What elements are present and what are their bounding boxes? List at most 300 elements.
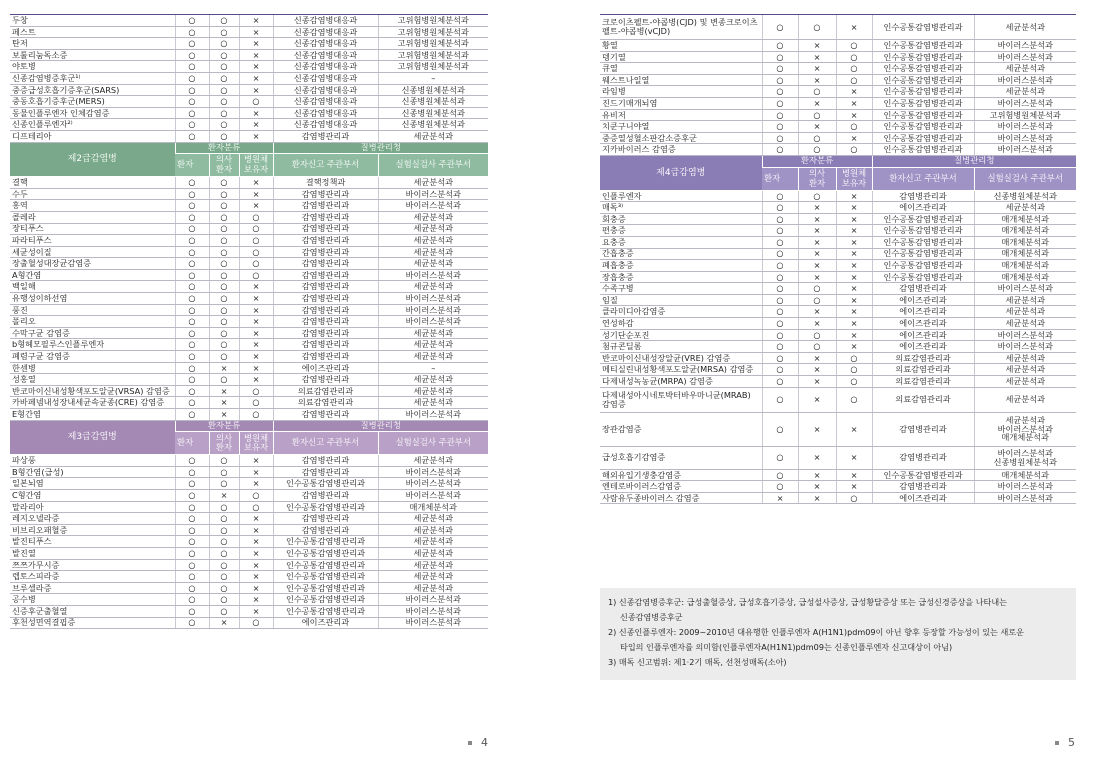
classification-mark: × [798, 248, 836, 260]
lab-dept: 매개체분석과 [974, 225, 1076, 237]
table-row [10, 293, 488, 305]
table-row [600, 190, 1076, 202]
classification-mark: ○ [798, 294, 836, 306]
lab-dept: 바이러스분석과 [378, 316, 488, 328]
classification-mark: × [239, 119, 273, 131]
classification-mark: × [239, 351, 273, 363]
classification-mark: ○ [762, 294, 798, 306]
classification-mark: ○ [239, 617, 273, 629]
report-dept: 신종감염병대응과 [273, 38, 378, 50]
classification-mark: ○ [209, 49, 239, 61]
lab-dept: 세균분석과 [378, 524, 488, 536]
col-lab-dept: 실험실검사 주관부서 [378, 432, 488, 455]
classification-mark: ○ [175, 281, 209, 293]
classification-mark: ○ [175, 409, 209, 421]
classification-mark: × [836, 225, 872, 237]
classification-mark: ○ [209, 84, 239, 96]
classification-mark: ○ [762, 121, 798, 133]
classification-mark: ○ [209, 61, 239, 73]
classification-mark: ○ [798, 329, 836, 341]
lab-dept: 신종병원체분석과 [378, 84, 488, 96]
classification-mark: ○ [762, 283, 798, 295]
classification-mark: ○ [209, 177, 239, 189]
disease-name: 치쿤구니야열 [600, 121, 762, 133]
disease-name: 매독³⁾ [600, 202, 762, 214]
classification-group-header: 환자분류 [175, 142, 273, 154]
classification-mark: ○ [239, 489, 273, 501]
disease-name: 성홍열 [10, 374, 175, 386]
disease-name: 발진열 [10, 547, 175, 559]
classification-mark: × [239, 38, 273, 50]
classification-mark: × [836, 412, 872, 446]
disease-name: 탄저 [10, 38, 175, 50]
classification-mark: ○ [239, 269, 273, 281]
classification-mark: ○ [836, 364, 872, 376]
classification-mark: ○ [239, 211, 273, 223]
classification-mark: ○ [762, 86, 798, 98]
table-row [10, 536, 488, 548]
classification-mark: × [836, 306, 872, 318]
classification-mark: ○ [175, 547, 209, 559]
lab-dept: 바이러스분석과 [974, 51, 1076, 63]
lab-dept: 바이러스분석과 [378, 478, 488, 490]
disease-name: 장출혈성대장균감염증 [10, 258, 175, 270]
lab-dept: 세균분석과 [378, 374, 488, 386]
classification-mark: × [239, 26, 273, 38]
table-row [600, 15, 1076, 40]
report-dept: 인수공통감염병관리과 [872, 97, 974, 109]
table-row [10, 188, 488, 200]
classification-mark: × [836, 481, 872, 493]
section-title: 제4급감염병 [600, 155, 762, 190]
classification-mark: ○ [836, 492, 872, 504]
classification-mark: ○ [762, 376, 798, 388]
disease-name: 간흡충증 [600, 248, 762, 260]
report-dept: 감염병관리과 [273, 188, 378, 200]
disease-name: 반코마이신내성장알균(VRE) 감염증 [600, 352, 762, 364]
report-dept: 신종감염병대응과 [273, 49, 378, 61]
table-row [600, 469, 1076, 481]
footnotes [600, 588, 1076, 680]
table-row [10, 316, 488, 328]
table-row [10, 61, 488, 73]
classification-mark: × [209, 489, 239, 501]
lab-dept: 바이러스분석과 [974, 492, 1076, 504]
table-row [10, 385, 488, 397]
section-title: 제3급감염병 [10, 420, 175, 455]
lab-dept: 고위험병원체분석과 [378, 61, 488, 73]
footnote-line: 신종감염병증후군 [620, 612, 683, 622]
classification-mark: ○ [175, 38, 209, 50]
classification-mark: × [239, 582, 273, 594]
lab-dept: 세균분석과 [378, 455, 488, 467]
classification-mark: ○ [175, 351, 209, 363]
classification-mark: × [239, 327, 273, 339]
report-dept: 감염병관리과 [273, 258, 378, 270]
report-dept: 에이즈관리과 [872, 329, 974, 341]
table-row [10, 605, 488, 617]
classification-mark: × [239, 374, 273, 386]
disease-name: 두창 [10, 15, 175, 27]
table-row [600, 364, 1076, 376]
classification-mark: × [239, 107, 273, 119]
classification-mark: × [239, 571, 273, 583]
lab-dept: 신종병원체분석과 [378, 107, 488, 119]
report-dept: 의료감염관리과 [872, 376, 974, 388]
classification-mark: ○ [209, 269, 239, 281]
classification-mark: × [209, 397, 239, 409]
disease-name: 풍진 [10, 304, 175, 316]
report-dept: 신종감염병대응과 [273, 96, 378, 108]
classification-mark: ○ [175, 61, 209, 73]
disease-name: 크로이츠펠트-야콥병(CJD) 및 변종크로이츠펠트-야콥병(vCJD) [600, 15, 762, 40]
classification-mark: ○ [209, 211, 239, 223]
classification-mark: × [836, 132, 872, 144]
classification-mark: ○ [836, 376, 872, 388]
classification-mark: ○ [239, 258, 273, 270]
lab-dept: 바이러스분석과 [974, 74, 1076, 86]
table-row [600, 271, 1076, 283]
classification-mark: ○ [762, 341, 798, 353]
lab-dept: 세균분석과 [378, 281, 488, 293]
classification-mark: ○ [798, 144, 836, 156]
lab-dept: 바이러스분석과 [974, 329, 1076, 341]
classification-mark: × [798, 40, 836, 52]
table-row [10, 119, 488, 131]
table-row [600, 74, 1076, 86]
lab-dept: 바이러스분석과 [974, 283, 1076, 295]
col-carrier: 병원체 보유자 [836, 167, 872, 190]
report-dept: 감염병관리과 [872, 412, 974, 446]
disease-name: 쯔쯔가무시증 [10, 559, 175, 571]
report-dept: 에이즈관리과 [872, 202, 974, 214]
classification-mark: × [239, 478, 273, 490]
report-dept: 감염병관리과 [872, 190, 974, 202]
classification-mark: ○ [239, 235, 273, 247]
report-dept: 감염병관리과 [273, 455, 378, 467]
classification-mark: ○ [175, 188, 209, 200]
lab-dept: 신종병원체분석과 [378, 119, 488, 131]
table-row [600, 63, 1076, 75]
lab-dept: 세균분석과 [974, 63, 1076, 75]
disease-name: 페스트 [10, 26, 175, 38]
classification-mark: ○ [209, 374, 239, 386]
classification-mark: ○ [209, 281, 239, 293]
classification-mark: ○ [762, 144, 798, 156]
report-dept: 인수공통감염병관리과 [273, 547, 378, 559]
table-row [600, 260, 1076, 272]
disease-name: 사람유두종바이러스 감염증 [600, 492, 762, 504]
classification-mark: ○ [762, 40, 798, 52]
lab-dept: 매개체분석과 [974, 213, 1076, 225]
report-dept: 인수공통감염병관리과 [273, 571, 378, 583]
disease-name: 카바페넴내성장내세균속균종(CRE) 감염증 [10, 397, 175, 409]
lab-dept: 매개체분석과 [974, 236, 1076, 248]
classification-mark: × [239, 49, 273, 61]
classification-mark: × [798, 213, 836, 225]
classification-mark: × [798, 202, 836, 214]
report-dept: 인수공통감염병관리과 [872, 213, 974, 225]
classification-mark: ○ [175, 536, 209, 548]
classification-mark: ○ [762, 481, 798, 493]
footnote-line: 타입의 인플루엔자를 의미함(인플루엔자A(H1N1)pdm09는 신종인플루엔자 신고대상이 아님) [620, 642, 953, 652]
table-row [10, 501, 488, 513]
classification-group-header: 환자분류 [762, 155, 872, 167]
section-title: 제2급감염병 [10, 142, 175, 177]
classification-mark: ○ [175, 571, 209, 583]
classification-mark: ○ [209, 15, 239, 27]
disease-name: 유비저 [600, 109, 762, 121]
report-dept: 감염병관리과 [273, 130, 378, 142]
table-row [10, 617, 488, 629]
lab-dept: 고위험병원체분석과 [378, 26, 488, 38]
classification-mark: ○ [209, 339, 239, 351]
table-row [10, 524, 488, 536]
classification-mark: × [798, 63, 836, 75]
classification-mark: ○ [209, 235, 239, 247]
disease-name: 장흡충증 [600, 271, 762, 283]
table-row [10, 15, 488, 27]
lab-dept: 세균분석과 [378, 177, 488, 189]
table-row [10, 571, 488, 583]
report-dept: 인수공통감염병관리과 [273, 605, 378, 617]
classification-mark: × [798, 306, 836, 318]
classification-mark: × [798, 469, 836, 481]
classification-mark: ○ [175, 605, 209, 617]
table-row [600, 86, 1076, 98]
classification-mark: × [836, 283, 872, 295]
section-header [10, 142, 488, 154]
classification-mark: ○ [209, 478, 239, 490]
classification-mark: ○ [836, 387, 872, 412]
disease-name: 큐열 [600, 63, 762, 75]
classification-mark: ○ [798, 15, 836, 40]
table-row [10, 362, 488, 374]
table-row [10, 409, 488, 421]
disease-name: 엔테로바이러스감염증 [600, 481, 762, 493]
lab-dept: 세균분석과 [378, 351, 488, 363]
report-dept: 감염병관리과 [273, 524, 378, 536]
col-report-dept: 환자신고 주관부서 [273, 432, 378, 455]
table-row [10, 339, 488, 351]
classification-mark: ○ [762, 271, 798, 283]
lab-dept: 세균분석과 [974, 202, 1076, 214]
classification-mark: × [798, 492, 836, 504]
table-row [10, 246, 488, 258]
lab-dept: 세균분석과 [378, 327, 488, 339]
classification-mark: ○ [762, 248, 798, 260]
col-lab-dept: 실험실검사 주관부서 [378, 154, 488, 177]
classification-mark: ○ [209, 293, 239, 305]
disease-name: A형간염 [10, 269, 175, 281]
classification-mark: × [798, 271, 836, 283]
lab-dept: 바이러스분석과 [378, 304, 488, 316]
report-dept: 인수공통감염병관리과 [273, 478, 378, 490]
disease-name: 편충증 [600, 225, 762, 237]
disease-name: 폐렴구균 감염증 [10, 351, 175, 363]
lab-dept: 세균분석과 [378, 571, 488, 583]
disease-name: 신종감염병증후군¹⁾ [10, 72, 175, 84]
disease-name: 다제내성녹농균(MRPA) 감염증 [600, 376, 762, 388]
report-dept: 인수공통감염병관리과 [273, 536, 378, 548]
classification-mark: ○ [762, 109, 798, 121]
table-row [600, 40, 1076, 52]
report-dept: 인수공통감염병관리과 [872, 121, 974, 133]
classification-mark: × [209, 362, 239, 374]
classification-mark: × [798, 364, 836, 376]
lab-dept: 바이러스분석과 [974, 341, 1076, 353]
report-dept: 신종감염병대응과 [273, 84, 378, 96]
lab-dept: 세균분석과 [378, 211, 488, 223]
classification-mark: × [836, 260, 872, 272]
disease-name: 레지오넬라증 [10, 513, 175, 525]
report-dept: 인수공통감염병관리과 [872, 236, 974, 248]
disease-name: 비브리오패혈증 [10, 524, 175, 536]
report-dept: 감염병관리과 [273, 339, 378, 351]
lab-dept: 바이러스분석과 [378, 293, 488, 305]
classification-mark: ○ [175, 617, 209, 629]
disease-name: B형간염(급성) [10, 466, 175, 478]
report-dept: 인수공통감염병관리과 [872, 260, 974, 272]
table-row [10, 72, 488, 84]
classification-mark: ○ [762, 202, 798, 214]
classification-mark: ○ [762, 469, 798, 481]
disease-name: 인플루엔자 [600, 190, 762, 202]
lab-dept: 신종병원체분석과 [974, 190, 1076, 202]
table-row [10, 478, 488, 490]
report-dept: 신종감염병대응과 [273, 15, 378, 27]
table-row [10, 130, 488, 142]
disease-name: 성기단순포진 [600, 329, 762, 341]
lab-dept: 바이러스분석과 [974, 121, 1076, 133]
table-row [600, 492, 1076, 504]
classification-mark: ○ [239, 501, 273, 513]
disease-name: 뎅기열 [600, 51, 762, 63]
table-row [10, 351, 488, 363]
classification-mark: × [239, 177, 273, 189]
report-dept: 감염병관리과 [273, 304, 378, 316]
disease-name: 중동호흡기증후군(MERS) [10, 96, 175, 108]
col-lab-dept: 실험실검사 주관부서 [974, 167, 1076, 190]
disease-name: 일본뇌염 [10, 478, 175, 490]
lab-dept: 바이러스분석과 [378, 466, 488, 478]
classification-mark: ○ [175, 327, 209, 339]
report-dept: 의료감염관리과 [273, 397, 378, 409]
lab-dept: 바이러스분석과 [378, 617, 488, 629]
page-right [547, 0, 1094, 764]
table-row [600, 236, 1076, 248]
disease-name: 세균성이질 [10, 246, 175, 258]
lab-dept: 세균분석과 [378, 223, 488, 235]
report-dept: 신종감염병대응과 [273, 107, 378, 119]
management-group-header: 질병관리청 [273, 420, 488, 432]
lab-dept: 바이러스분석과 [378, 489, 488, 501]
classification-mark: × [209, 409, 239, 421]
disease-name: 해외유입기생충감염증 [600, 469, 762, 481]
classification-mark: × [239, 281, 273, 293]
classification-mark: × [798, 446, 836, 469]
classification-mark: × [836, 341, 872, 353]
classification-mark: ○ [762, 306, 798, 318]
report-dept: 감염병관리과 [872, 446, 974, 469]
report-dept: 에이즈관리과 [872, 294, 974, 306]
table-row [10, 559, 488, 571]
table-row [600, 306, 1076, 318]
classification-mark: ○ [175, 246, 209, 258]
report-dept: 감염병관리과 [273, 327, 378, 339]
lab-dept: 세균분석과 [378, 339, 488, 351]
classification-mark: ○ [209, 200, 239, 212]
classification-mark: ○ [836, 40, 872, 52]
table-row [10, 26, 488, 38]
lab-dept: 매개체분석과 [974, 248, 1076, 260]
report-dept: 감염병관리과 [273, 351, 378, 363]
table-row [10, 594, 488, 606]
table-row [10, 200, 488, 212]
report-dept: 감염병관리과 [273, 374, 378, 386]
classification-mark: ○ [209, 571, 239, 583]
classification-mark: ○ [209, 536, 239, 548]
table-row [10, 84, 488, 96]
classification-mark: × [836, 318, 872, 330]
lab-dept: 바이러스분석과 [378, 200, 488, 212]
report-dept: 신종감염병대응과 [273, 119, 378, 131]
disease-name: 공수병 [10, 594, 175, 606]
classification-mark: ○ [239, 409, 273, 421]
report-dept: 에이즈관리과 [273, 362, 378, 374]
classification-mark: × [836, 469, 872, 481]
report-dept: 의료감염관리과 [872, 364, 974, 376]
disease-name: 지카바이러스 감염증 [600, 144, 762, 156]
table-row [600, 109, 1076, 121]
management-group-header: 질병관리청 [872, 155, 1076, 167]
table-row [10, 304, 488, 316]
section-header [10, 420, 488, 432]
classification-mark: ○ [209, 547, 239, 559]
lab-dept: 매개체분석과 [974, 271, 1076, 283]
classification-mark: ○ [798, 190, 836, 202]
classification-mark: ○ [798, 341, 836, 353]
table-row [600, 341, 1076, 353]
table-row [600, 294, 1076, 306]
lab-dept: 세균분석과 [974, 306, 1076, 318]
table-row [600, 225, 1076, 237]
lab-dept: 바이러스분석과 신종병원체분석과 [974, 446, 1076, 469]
report-dept: 신종감염병대응과 [273, 26, 378, 38]
classification-mark: × [239, 15, 273, 27]
lab-dept: 바이러스분석과 [974, 144, 1076, 156]
report-dept: 인수공통감염병관리과 [872, 248, 974, 260]
table-row [10, 211, 488, 223]
lab-dept: 세균분석과 [378, 513, 488, 525]
classification-mark: × [239, 188, 273, 200]
disease-name: 반코마이신내성황색포도알균(VRSA) 감염증 [10, 385, 175, 397]
classification-mark: ○ [175, 177, 209, 189]
disease-name: 다제내성아시네토박터바우마니균(MRAB) 감염증 [600, 387, 762, 412]
classification-mark: × [239, 293, 273, 305]
disease-name: 급성호흡기감염증 [600, 446, 762, 469]
classification-mark: ○ [175, 223, 209, 235]
disease-name: 수족구병 [600, 283, 762, 295]
classification-mark: × [239, 84, 273, 96]
table-row [600, 144, 1076, 156]
disease-table-left [10, 14, 488, 629]
disease-name: 콜레라 [10, 211, 175, 223]
lab-dept: 세균분석과 [974, 294, 1076, 306]
classification-mark: × [798, 236, 836, 248]
classification-mark: × [836, 329, 872, 341]
report-dept: 인수공통감염병관리과 [872, 74, 974, 86]
